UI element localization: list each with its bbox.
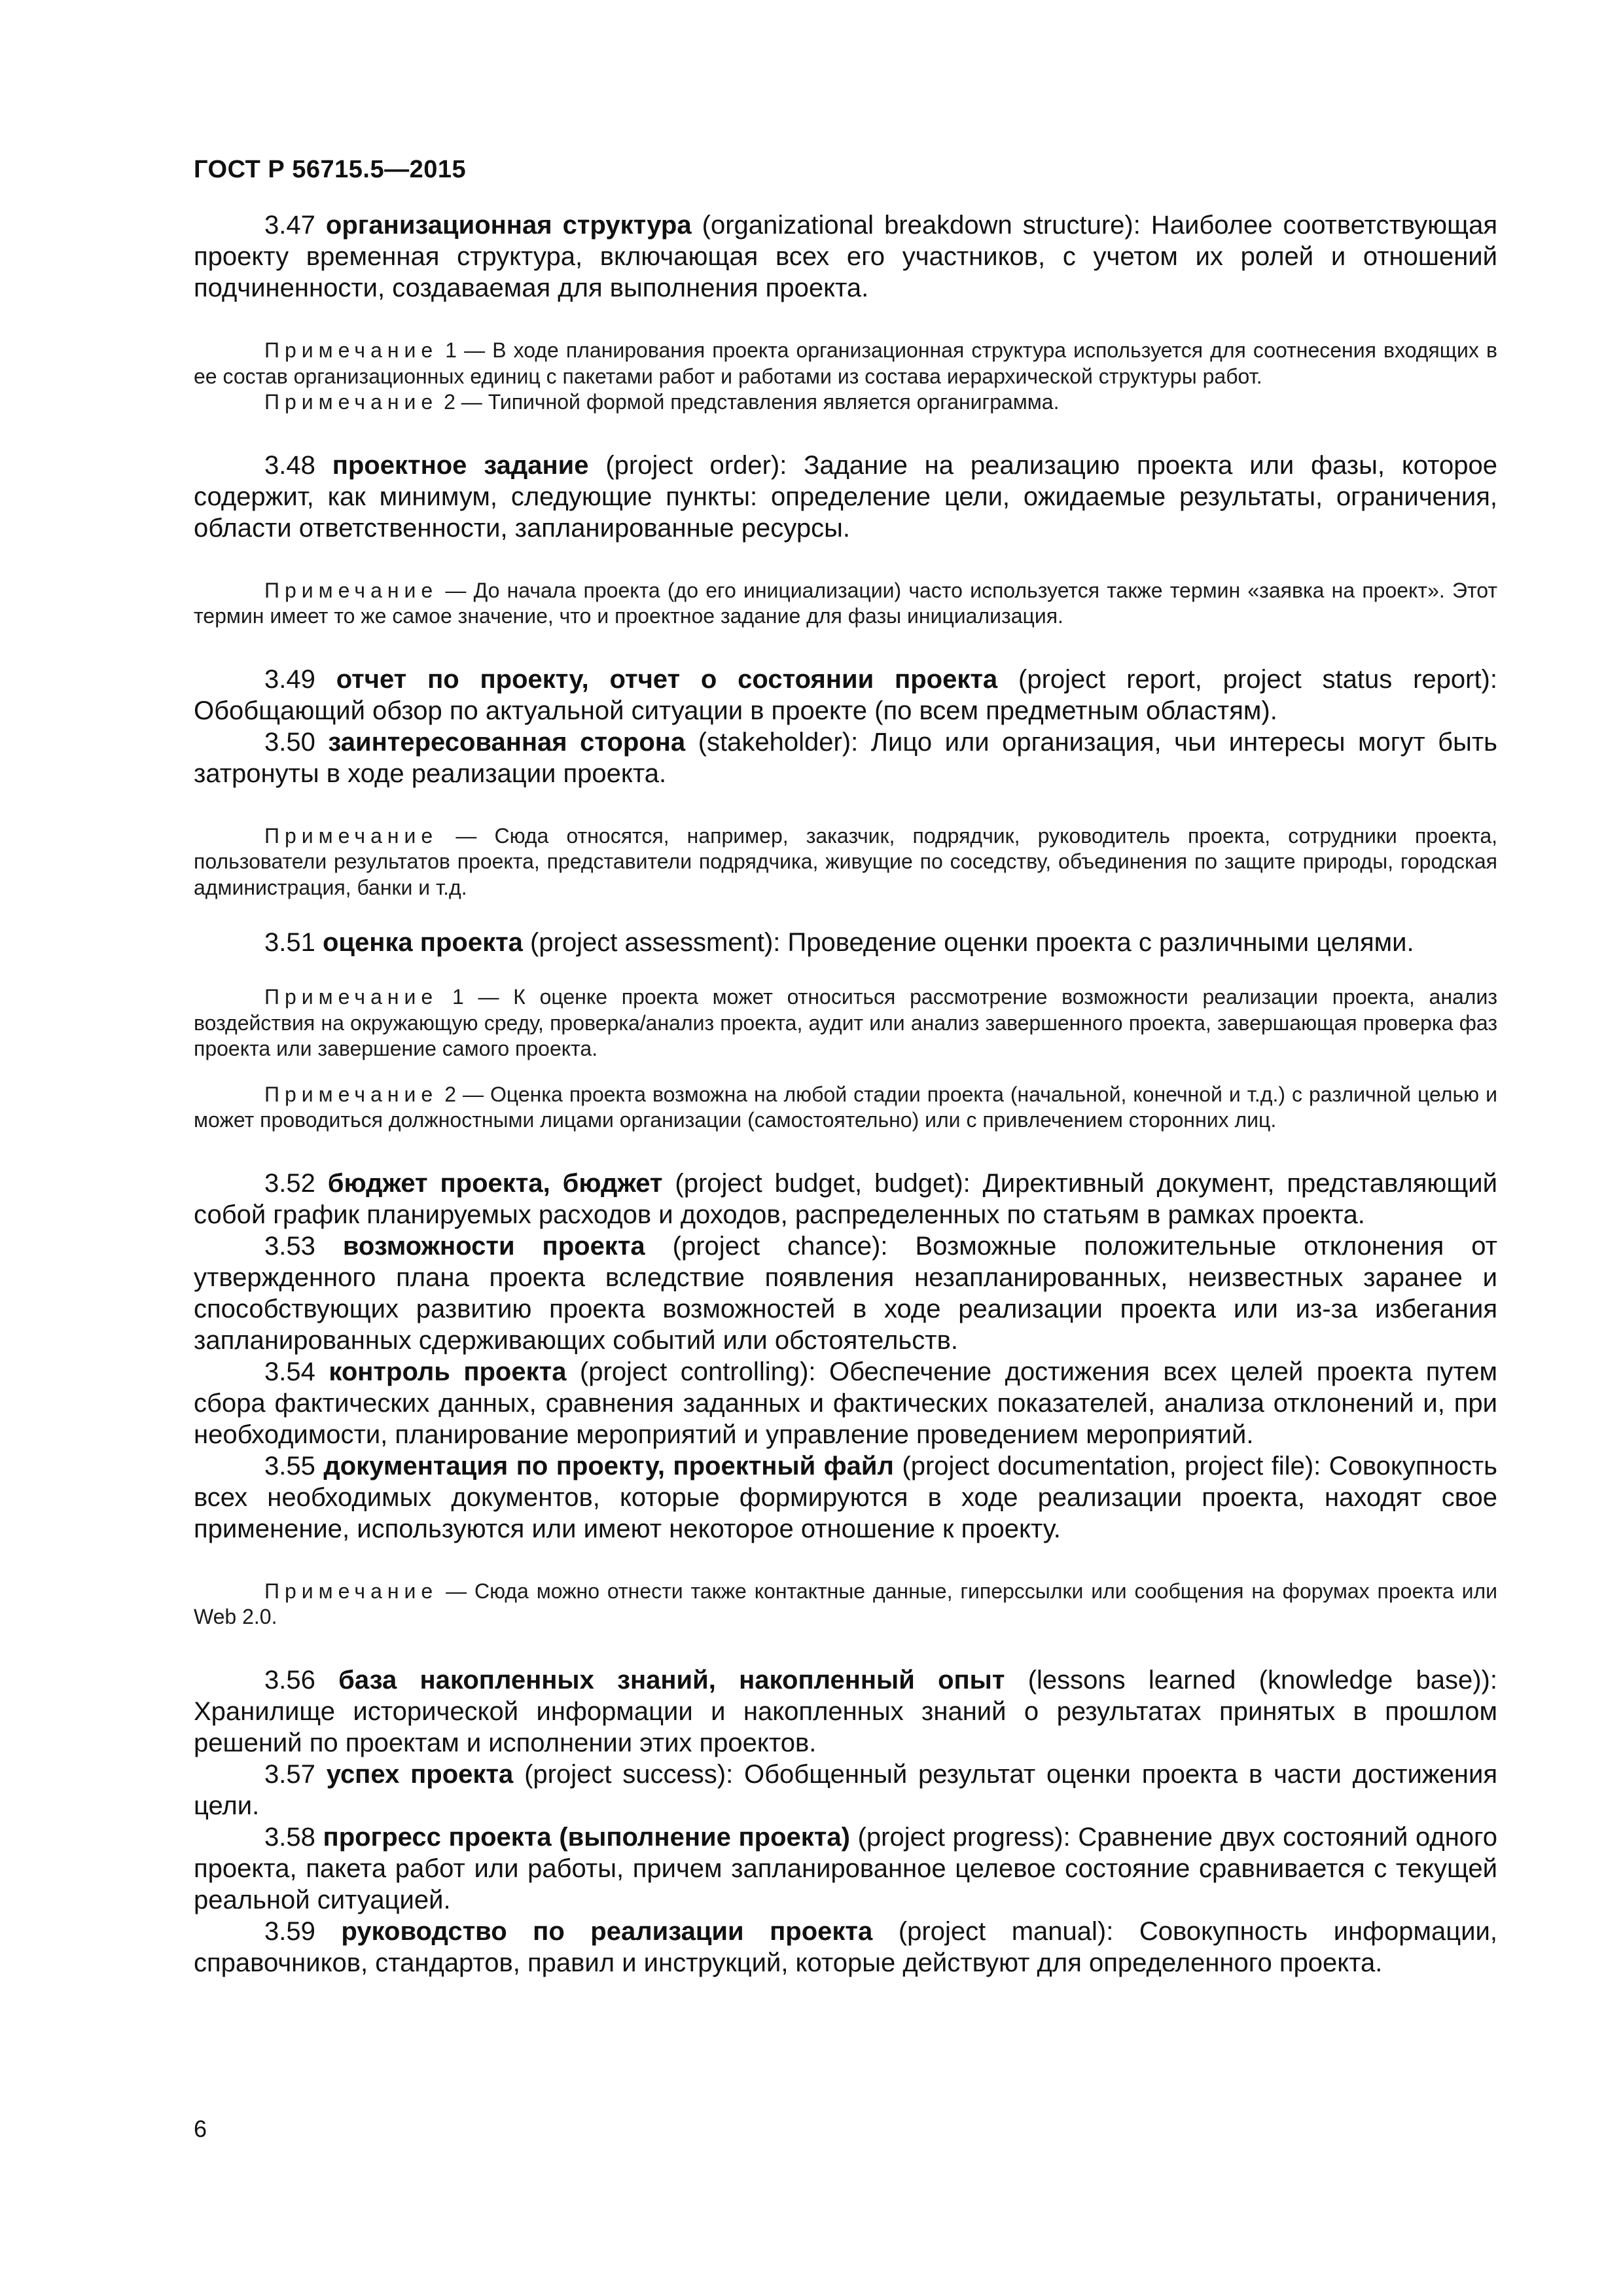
term-name: контроль проекта [329, 1357, 567, 1386]
note-text: — Сюда относятся, например, заказчик, подрядчик, руководитель проекта, сотрудники проекта, пользователи результатов проекта, представители подрядчика, живущие по соседству, объединения по защите природы, городская администрация, банки и т.д. [194, 823, 1497, 899]
term-definition: (stakeholder): Лицо или организация, чьи интересы могут быть затронуты в ходе реализации проекта. [194, 727, 1497, 788]
term-name: база накопленных знаний, накопленный опыт [338, 1665, 1005, 1695]
term-3-57 [194, 1759, 1497, 1821]
spacer [194, 1062, 1497, 1082]
term-definition: (project documentation, project file): Совокупность всех необходимых документов, которые формируются в ходе реализации проекта, находят свое применение, используются или имеют некоторое отношение к проекту. [194, 1451, 1497, 1543]
note-3-55 [194, 1579, 1497, 1630]
term-number: 3.59 [264, 1916, 315, 1946]
term-definition: (project report, project status report): Обобщающий обзор по актуальной ситуации в проекте (по всем предметным областям). [194, 664, 1497, 725]
term-number: 3.56 [264, 1665, 315, 1695]
term-3-49 [194, 664, 1497, 726]
term-number: 3.49 [264, 664, 315, 694]
spacer [194, 958, 1497, 984]
term-name: организационная структура [325, 211, 692, 240]
term-3-53 [194, 1230, 1497, 1356]
term-number: 3.57 [264, 1759, 315, 1789]
page-number: 6 [194, 2115, 207, 2142]
note-label: Примечание [264, 1082, 438, 1106]
term-number: 3.52 [264, 1168, 315, 1198]
spacer [194, 1630, 1497, 1664]
note-text: 1 — В ходе планирования проекта организационная структура используется для соотнесения входящих в ее состав организационных единиц с пакетами работ и работами из состава иерархической структуры работ. [194, 338, 1497, 388]
term-definition: (lessons learned (knowledge base)): Хранилище исторической информации и накопленных знаний о результатах принятых в прошлом решений по проектам и исполнении этих проектов. [194, 1665, 1497, 1757]
term-definition: (project assessment): Проведение оценки проекта с различными целями. [522, 928, 1414, 957]
term-3-54 [194, 1356, 1497, 1450]
spacer [194, 1134, 1497, 1168]
note-text: 1 — К оценке проекта может относиться рассмотрение возможности реализации проекта, анализ воздействия на окружающую среду, проверка/анализ проекта, аудит или анализ завершенного проекта, завершающая проверка фаз проекта или завершение самого проекта. [194, 985, 1497, 1060]
term-name: бюджет проекта, бюджет [327, 1168, 663, 1198]
term-number: 3.53 [264, 1231, 315, 1261]
term-3-48 [194, 450, 1497, 544]
term-definition: (project controlling): Обеспечение достижения всех целей проекта путем сбора фактических данных, сравнения заданных и фактических показателей, анализа отклонений и, при необходимости, планирование мероприятий и управление проведением мероприятий. [194, 1357, 1497, 1449]
term-number: 3.55 [264, 1451, 315, 1480]
note-text: — До начала проекта (до его инициализации) часто используется также термин «заявка на проект». Этот термин имеет то же самое значение, что и проектное задание для фазы инициализация. [194, 578, 1497, 628]
term-name: руководство по реализации проекта [341, 1916, 873, 1946]
term-name: документация по проекту, проектный файл [323, 1451, 894, 1480]
term-name: возможности проекта [342, 1231, 645, 1261]
term-name: оценка проекта [322, 928, 523, 957]
note-label: Примечание [264, 1579, 438, 1603]
note-3-51-2 [194, 1082, 1497, 1134]
note-3-51-1 [194, 984, 1497, 1062]
note-3-50 [194, 823, 1497, 901]
term-3-51 [194, 927, 1497, 958]
term-3-47 [194, 209, 1497, 304]
term-3-50 [194, 726, 1497, 789]
term-number: 3.48 [264, 450, 315, 480]
spacer [194, 544, 1497, 578]
note-3-47-1 [194, 338, 1497, 389]
note-text: — Сюда можно отнести также контактные данные, гиперссылки или сообщения на форумах проекта или Web 2.0. [194, 1579, 1497, 1628]
spacer [194, 630, 1497, 664]
term-definition: (project order): Задание на реализацию проекта или фазы, которое содержит, как минимум, следующие пункты: определение цели, ожидаемые результаты, ограничения, области ответственности, запланированные ресурсы. [194, 450, 1497, 543]
term-3-52 [194, 1168, 1497, 1230]
term-name: отчет по проекту, отчет о состоянии проекта [336, 664, 998, 694]
term-name: прогресс проекта (выполнение проекта) [323, 1822, 850, 1852]
term-number: 3.50 [264, 727, 315, 757]
term-name: успех проекта [326, 1759, 514, 1789]
spacer [194, 901, 1497, 927]
note-label: Примечание [264, 985, 438, 1009]
term-definition: (project success): Обобщенный результат оценки проекта в части достижения цели. [194, 1759, 1498, 1820]
term-3-58 [194, 1821, 1497, 1916]
spacer [194, 304, 1497, 338]
standard-header: ГОСТ Р 56715.5—2015 [194, 156, 467, 183]
term-number: 3.47 [264, 211, 315, 240]
term-name: проектное задание [332, 450, 589, 480]
note-label: Примечание [264, 578, 438, 602]
term-number: 3.58 [264, 1822, 315, 1852]
term-3-55 [194, 1450, 1497, 1545]
term-3-56 [194, 1664, 1497, 1759]
term-definition: (project budget, budget): Директивный документ, представляющий собой график планируемых расходов и доходов, распределенных по статьям в рамках проекта. [194, 1168, 1497, 1229]
term-number: 3.54 [264, 1357, 315, 1386]
spacer [194, 789, 1497, 823]
term-3-59 [194, 1916, 1497, 1979]
term-number: 3.51 [264, 928, 315, 957]
note-label: Примечание [264, 390, 438, 414]
spacer [194, 1545, 1497, 1579]
note-3-47-2 [194, 389, 1497, 416]
term-name: заинтересованная сторона [328, 727, 686, 757]
note-text: 2 — Типичной формой представления является органиграмма. [438, 390, 1060, 414]
document-body [194, 209, 1497, 1979]
note-3-48 [194, 578, 1497, 630]
spacer [194, 416, 1497, 450]
term-definition: (organizational breakdown structure): Наиболее соответствующая проекту временная структура, включающая всех его участников, с учетом их ролей и отношений подчиненности, создаваемая для выполнения проекта. [194, 211, 1497, 302]
note-label: Примечание [264, 338, 438, 362]
term-definition: (project progress): Сравнение двух состояний одного проекта, пакета работ или работы, причем запланированное целевое состояние сравнивается с текущей реальной ситуацией. [194, 1822, 1497, 1914]
note-text: 2 — Оценка проекта возможна на любой стадии проекта (начальной, конечной и т.д.) с различной целью и может проводиться должностными лицами организации (самостоятельно) или с привлечением сторонних лиц. [194, 1082, 1497, 1132]
note-label: Примечание [264, 823, 438, 848]
term-definition: (project manual): Совокупность информации, справочников, стандартов, правил и инструкций, которые действуют для определенного проекта. [194, 1916, 1497, 1977]
term-definition: (project chance): Возможные положительные отклонения от утвержденного плана проекта вследствие появления незапланированных, неизвестных заранее и способствующих развитию проекта возможностей в ходе реализации проекта или из-за избегания запланированных сдерживающих событий или обстоятельств. [194, 1231, 1497, 1355]
